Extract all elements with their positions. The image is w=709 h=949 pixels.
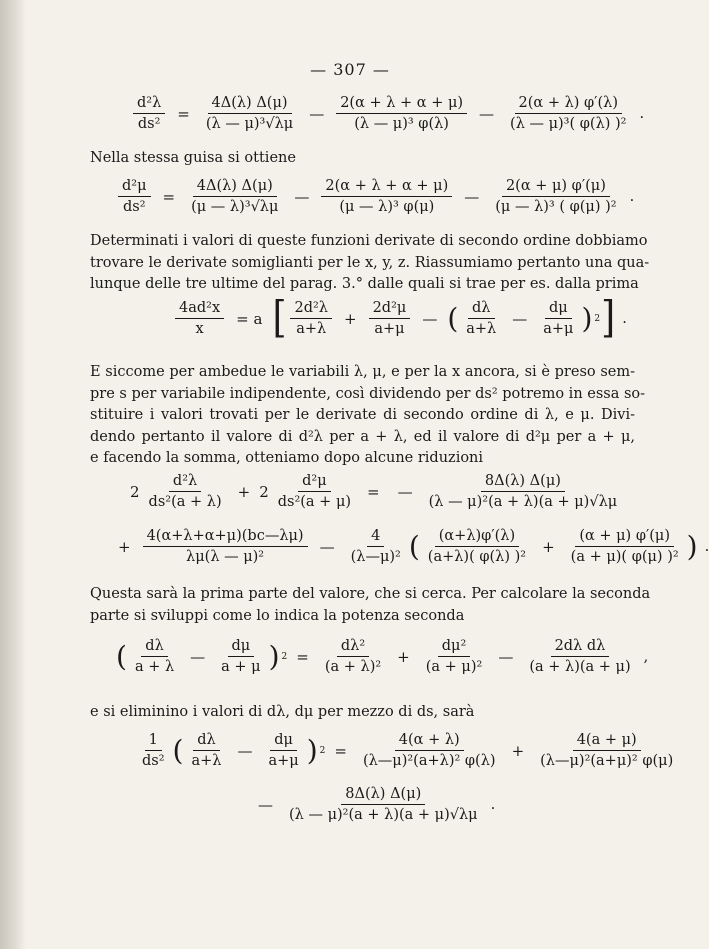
fraction: $\frac{2(\alpha + \lambda + \alpha + \mu)}{\text{(μ — λ)³ φ(μ)}}$ [321, 178, 452, 215]
page-binding-shadow [0, 0, 26, 949]
fraction: $\frac{d\mu}{a+\mu}$ [268, 732, 299, 769]
fraction: $\frac{\text{2dλ dλ}}{(a + \lambda)(a + \mu)}$ [529, 638, 631, 675]
fraction: $\frac{\text{2d²μ}}{a+\mu}$ [369, 300, 411, 337]
fraction: $\frac{d\lambda}{a+\lambda}$ [191, 732, 222, 769]
fraction: $\frac{2(\alpha + \mu) \varphi'(\mu)}{\text{(μ — λ)³ ( φ(μ) )²}}$ [495, 178, 617, 215]
fraction: $\frac{8\Delta(\lambda) \Delta(\mu)}{\text{(λ — μ)²(a + λ)(a + μ)√λμ}}$ [428, 473, 618, 510]
fraction: $\frac{\text{dμ²}}{\text{(a + μ)²}}$ [425, 638, 483, 675]
fraction: $\frac{\text{dλ²}}{\text{(a + λ)²}}$ [324, 638, 382, 675]
text-line: Nella stessa guisa si ottiene [90, 150, 296, 166]
equation-d2-lambda: $\frac{\text{d²λ}}{\text{ds²}}$ = $\frac{4\Delta(\lambda) \Delta(\mu)}{\text{(λ — μ)³√λμ}}$ — $\frac{2(\alpha + \lambda + \alpha + \mu)}{\text{(λ — μ)³ φ(λ)}}$ — $\frac{2(\alpha + \lambda) \varphi'(\lambda)}{\text{(λ — μ)³( φ(λ) )²}}$ . [130, 95, 644, 132]
fraction: $\frac{4\Delta(\lambda) \Delta(\mu)}{\text{(λ — μ)³√λμ}}$ [205, 95, 294, 132]
fraction: $\frac{d\lambda}{a + \lambda}$ [134, 638, 175, 675]
fraction: $\frac{4(\alpha+\lambda+\alpha+\mu)(bc—\lambda\mu)}{\text{λμ(λ — μ)²}}$ [143, 528, 308, 565]
equation-d2-mu: $\frac{\text{d²μ}}{\text{ds²}}$ = $\frac{4\Delta(\lambda) \Delta(\mu)}{\text{(μ — λ)³√λμ}}$ — $\frac{2(\alpha + \lambda + \alpha + \mu)}{\text{(μ — λ)³ φ(μ)}}$ — $\frac{2(\alpha + \mu) \varphi'(\mu)}{\text{(μ — λ)³ ( φ(μ) )²}}$ . [115, 178, 634, 215]
equation-4ad2x: $\frac{\text{4ad²x}}{x}$ = a [ $\frac{\text{2d²λ}}{a+\lambda}$ + $\frac{\text{2d²μ}}{a+\mu}$ — ( $\frac{d\lambda}{a+\lambda}$ — $\frac{d\mu}{a+\mu}$ ) 2 ] . [172, 300, 627, 337]
fraction: $\frac{4(a + \mu)}{\text{(λ—μ)²(a+μ)² φ(μ)}}$ [540, 732, 674, 769]
fraction: $\frac{\text{d²λ}}{\text{ds²}}$ [133, 95, 165, 132]
fraction: $\frac{\text{2d²λ}}{a+\lambda}$ [290, 300, 332, 337]
equation-square-expansion: ( $\frac{d\lambda}{a + \lambda}$ — $\frac{d\mu}{a + \mu}$ ) 2 = $\frac{\text{dλ²}}{\text{(a + λ)²}}$ + $\frac{\text{dμ²}}{\text{(a + μ)²}}$ — $\frac{\text{2dλ dλ}}{(a + \lambda)(a + \mu)}$ , [116, 638, 649, 675]
paragraph-derivatives: Determinati i valori di queste funzioni derivate di secondo ordine dobbiamo trovare le derivate somiglianti per le x, y, z. Riassumiamo pertanto una qua- lunque delle tre ultime del parag. 3.° dalle quali si trae per es. dalla prima [90, 233, 650, 292]
equation-sum-continued: + $\frac{4(\alpha+\lambda+\alpha+\mu)(bc—\lambda\mu)}{\text{λμ(λ — μ)²}}$ — $\frac{4}{\text{(λ—μ)²}}$ ( $\frac{(\alpha+\lambda)\varphi'(\lambda)}{\text{(a+λ)( φ(λ) )²}}$ + $\frac{(\alpha + \mu) \varphi'(\mu)}{\text{(a + μ)( φ(μ) )²}}$ ) . [118, 528, 709, 565]
paragraph-substitution: E siccome per ambedue le variabili λ, μ, e per la x ancora, si è preso sem- pre s per variabile indipendente, così dividendo per ds² potremo in essa so- stituire i valori trovati per le derivate di secondo ordine di λ, e μ. Divi- dendo pertanto il valore di d²λ per a + λ, ed il valore di d²μ per a + μ, e facendo la somma, otteniamo dopo alcune riduzioni [90, 364, 646, 466]
paragraph-second-part: Questa sarà la prima parte del valore, che si cerca. Per calcolare la seconda parte si sviluppi come lo indica la potenza seconda [90, 586, 651, 624]
fraction: $\frac{\text{4ad²x}}{x}$ [175, 300, 224, 337]
page-number: — 307 — [310, 60, 390, 79]
fraction: $\frac{2(\alpha + \lambda + \alpha + \mu)}{\text{(λ — μ)³ φ(λ)}}$ [336, 95, 467, 132]
fraction: $\frac{d\lambda}{a+\lambda}$ [466, 300, 497, 337]
fraction: $\frac{d\mu}{a+\mu}$ [543, 300, 574, 337]
fraction: $\frac{(\alpha+\lambda)\varphi'(\lambda)}{\text{(a+λ)( φ(λ) )²}}$ [427, 528, 527, 565]
fraction: $\frac{4}{\text{(λ—μ)²}}$ [350, 528, 401, 565]
equation-eliminated: $\frac{1}{\text{ds²}}$ ( $\frac{d\lambda}{a+\lambda}$ — $\frac{d\mu}{a+\mu}$ ) 2 = $\frac{4(\alpha + \lambda)}{\text{(λ—μ)²(a+λ)² φ(λ)}}$ + $\frac{4(a + \mu)}{\text{(λ—μ)²(a+μ)² φ(μ)}}$ [135, 732, 680, 769]
fraction: $\frac{\text{d²μ}}{\text{ds²(a + μ)}}$ [277, 473, 352, 510]
fraction: $\frac{(\alpha + \mu) \varphi'(\mu)}{\text{(a + μ)( φ(μ) )²}}$ [570, 528, 679, 565]
fraction: $\frac{d\mu}{a + \mu}$ [221, 638, 261, 675]
fraction: $\frac{2(\alpha + \lambda) \varphi'(\lambda)}{\text{(λ — μ)³( φ(λ) )²}}$ [510, 95, 627, 132]
text-line: e si eliminino i valori di dλ, dμ per mezzo di ds, sarà [90, 704, 475, 720]
fraction: $\frac{4(\alpha + \lambda)}{\text{(λ—μ)²(a+λ)² φ(λ)}}$ [362, 732, 496, 769]
fraction: $\frac{\text{d²λ}}{\text{ds²(a + λ)}}$ [148, 473, 222, 510]
equation-eliminated-continued: — $\frac{8\Delta(\lambda) \Delta(\mu)}{\text{(λ — μ)²(a + λ)(a + μ)√λμ}}$ . [258, 786, 496, 823]
fraction: $\frac{1}{\text{ds²}}$ [142, 732, 165, 769]
fraction: $\frac{\text{d²μ}}{\text{ds²}}$ [118, 178, 151, 215]
fraction: $\frac{8\Delta(\lambda) \Delta(\mu)}{\text{(λ — μ)²(a + λ)(a + μ)√λμ}}$ [289, 786, 478, 823]
fraction: $\frac{4\Delta(\lambda) \Delta(\mu)}{\text{(μ — λ)³√λμ}}$ [191, 178, 279, 215]
equation-sum-lhs: 2 $\frac{\text{d²λ}}{\text{ds²(a + λ)}}$ + 2 $\frac{\text{d²μ}}{\text{ds²(a + μ)}}$ = — $\frac{8\Delta(\lambda) \Delta(\mu)}{\text{(λ — μ)²(a + λ)(a + μ)√λμ}}$ [130, 473, 624, 510]
